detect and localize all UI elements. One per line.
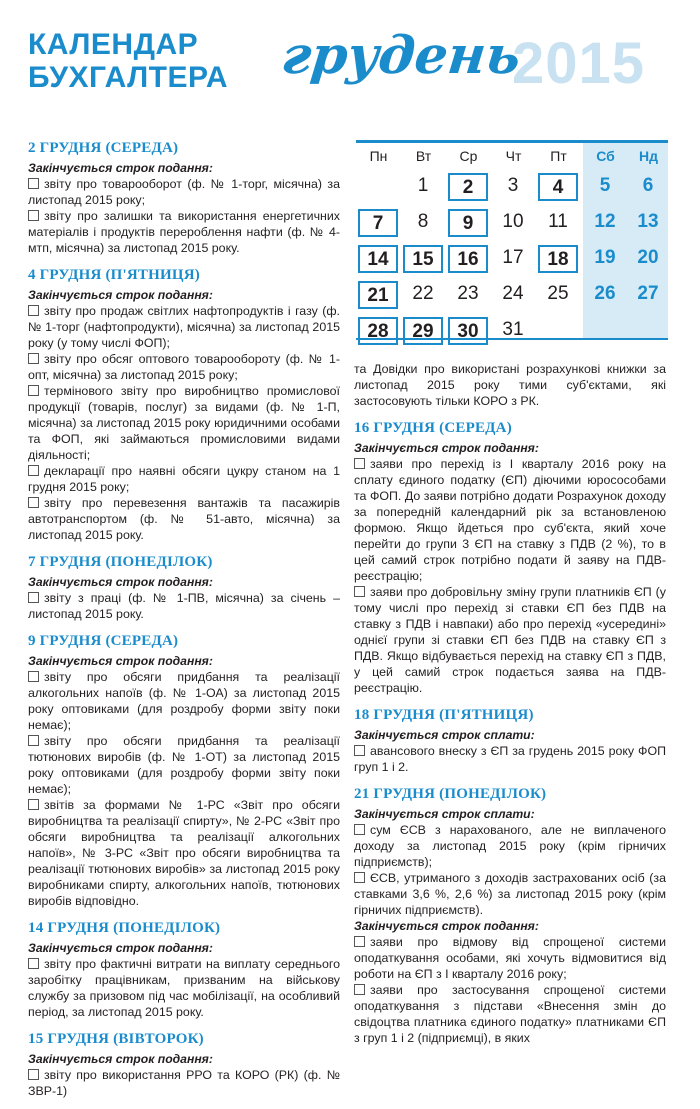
calendar-day: 28 — [358, 317, 398, 345]
checkbox-icon[interactable] — [354, 984, 365, 995]
checkbox-icon[interactable] — [354, 458, 365, 469]
calendar-day: 25 — [547, 283, 569, 304]
section-heading: 16 ГРУДНЯ (СЕРЕДА) — [354, 420, 512, 436]
checklist-item — [28, 208, 340, 256]
deadline-section — [28, 632, 340, 909]
item-text: заяви про перехід із I кварталу 2016 року на сплату єдиного податку (ЄП) діючими юросособами та ФОП. До заяви потрібно додати Розрахунок доходу за попередній календарний рік за встановленою формою. Якщо йдеться про суб'єкта, який хоче перейти до групи 3 ЄП на ставку з ПДВ (2 %), то в цей самий строк потрібно подати й заяву на ПДВ-реєстрацію; — [354, 457, 666, 583]
checkbox-icon[interactable] — [354, 824, 365, 835]
checklist-item — [354, 822, 666, 870]
calendar-day: 15 — [403, 245, 443, 273]
calendar-day: 8 — [417, 211, 429, 232]
checkbox-icon[interactable] — [28, 958, 39, 969]
calendar-day: 10 — [502, 211, 524, 232]
deadline-section — [28, 1030, 340, 1099]
left-column — [28, 139, 340, 1109]
item-text: звіту про використання РРО та КОРО (РК) (ф. № ЗВР-1) — [28, 1068, 340, 1098]
checkbox-icon[interactable] — [28, 305, 39, 316]
continued-text: та Довідки про використані розрахункові книжки за листопад 2015 року тими суб'єктами, які застосовують тільки КОРО з РК. — [354, 362, 666, 408]
item-text: декларації про наявні обсяги цукру станом на 1 грудня 2015 року; — [28, 464, 340, 494]
item-text: звіту з праці (ф. № 1-ПВ, місячна) за січень – листопад 2015 року. — [28, 591, 340, 621]
calendar-day: 20 — [637, 247, 659, 268]
checklist-item — [354, 934, 666, 982]
page-title — [28, 28, 228, 94]
calendar-day: 2 — [448, 173, 488, 201]
calendar-day: 22 — [412, 283, 434, 304]
section-subheading: Закінчується строк подання: — [354, 919, 539, 933]
calendar-day: 7 — [358, 209, 398, 237]
weekday-header: Чт — [505, 148, 522, 164]
month-title: грудень — [278, 25, 524, 86]
calendar-day: 31 — [502, 319, 524, 340]
right-column — [354, 361, 666, 1056]
item-text: звіту про обсяги придбання та реалізації тютюнових виробів (ф. № 1-ОТ) за листопад 2015 року оптовиками (для роздробу форми звіту поки немає); — [28, 734, 340, 796]
section-subheading: Закінчується строк подання: — [28, 1052, 213, 1066]
calendar-day: 14 — [358, 245, 398, 273]
checkbox-icon[interactable] — [28, 671, 39, 682]
weekday-header: Нд — [639, 148, 658, 164]
calendar-day: 12 — [594, 211, 616, 232]
calendar-day: 23 — [457, 283, 479, 304]
month-calendar — [356, 140, 668, 340]
checkbox-icon[interactable] — [28, 497, 39, 508]
item-text: звіту про продаж світлих нафтопродуктів і газу (ф. № 1-торг (нафтопродукти), місячна) за листопад 2015 року (у тому числі ФОП); — [28, 304, 340, 350]
section-heading: 2 ГРУДНЯ (СЕРЕДА) — [28, 140, 179, 156]
deadline-section — [28, 266, 340, 543]
section-subheading: Закінчується строк сплати: — [354, 807, 535, 821]
checkbox-icon[interactable] — [28, 735, 39, 746]
weekday-header: Сб — [596, 148, 615, 164]
deadline-section — [354, 785, 666, 1046]
item-text: авансового внеску з ЄП за грудень 2015 року ФОП груп 1 і 2. — [354, 744, 666, 774]
calendar-day: 18 — [538, 245, 578, 273]
item-text: сум ЄСВ з нарахованого, але не виплаченого доходу за листопад 2015 року (крім гірничих підприємств); — [354, 823, 666, 869]
checkbox-icon[interactable] — [28, 353, 39, 364]
checkbox-icon[interactable] — [354, 872, 365, 883]
calendar-day: 27 — [637, 283, 659, 304]
checkbox-icon[interactable] — [28, 178, 39, 189]
weekday-header: Вт — [415, 148, 432, 164]
checklist-item — [28, 733, 340, 797]
item-text: термінового звіту про виробництво промислової продукції (товарів, послуг) за видами (ф. № 1-П, місячна) за листопад 2015 року юридичними особами та ФОП, які займаються промисловими видами діяльності; — [28, 384, 340, 462]
section-subheading: Закінчується строк подання: — [28, 654, 213, 668]
calendar-day: 4 — [538, 173, 578, 201]
checklist-item — [28, 797, 340, 909]
checkbox-icon[interactable] — [354, 586, 365, 597]
calendar-day: 1 — [417, 175, 429, 196]
checkbox-icon[interactable] — [28, 210, 39, 221]
calendar-day: 3 — [507, 175, 519, 196]
item-text: ЄСВ, утриманого з доходів застрахованих осіб (за ставками 3,6 %, 2,6 %) за листопад 2015 року (крім гірничих підприємств). — [354, 871, 666, 917]
section-heading: 9 ГРУДНЯ (СЕРЕДА) — [28, 633, 179, 649]
checkbox-icon[interactable] — [28, 1069, 39, 1080]
checklist-item — [354, 743, 666, 775]
calendar-day: 16 — [448, 245, 488, 273]
item-text: звіту про обсяги придбання та реалізації алкогольних напоїв (ф. № 1-ОА) за листопад 2015 року оптовиками (для роздробу форми звіту поки немає); — [28, 670, 340, 732]
item-text: заяви про застосування спрощеної системи оподаткування з підстави «Внесення змін до свідоцтва платника єдиного податку» платниками ЄП з груп 1 і 2 (підприємці), в яких — [354, 983, 666, 1045]
weekday-header: Пн — [369, 148, 388, 164]
checklist-item — [354, 870, 666, 918]
section-subheading: Закінчується строк подання: — [28, 161, 213, 175]
checklist-item — [28, 351, 340, 383]
checklist-item — [28, 590, 340, 622]
calendar-day: 5 — [599, 175, 611, 196]
checkbox-icon[interactable] — [354, 936, 365, 947]
item-text: заяви про добровільну зміну групи платників ЄП (у тому числі про перехід зі ставки ЄП без ПДВ на ставку з ПДВ і навпаки) або про перехід «усередині» однієї групи зі ставки ЄП без ПДВ на ставку ЄП з ПДВ. Якщо відбувається перехід на ставку ЄП з ПДВ, у цей самий строк подається заява на ПДВ-реєстрацію. — [354, 585, 666, 695]
section-subheading: Закінчується строк сплати: — [354, 728, 535, 742]
calendar-day: 29 — [403, 317, 443, 345]
calendar-day: 24 — [502, 283, 524, 304]
item-text: звітів за формами № 1-РС «Звіт про обсяги виробництва та реалізації спирту», № 2-РС «Звіт про обсяги виробництва та реалізації алкогольних напоїв», № 3-РС «Звіт про обсяги виробництва та реалізації тютюнових виробів» за листопад 2015 року виробниками спирту, алкогольних напоїв, тютюнових виробів відповідно. — [28, 798, 340, 908]
section-heading: 14 ГРУДНЯ (ПОНЕДІЛОК) — [28, 920, 221, 936]
calendar-day: 11 — [548, 211, 568, 232]
checklist-item — [28, 495, 340, 543]
calendar-day: 19 — [594, 247, 616, 268]
checklist-item — [354, 456, 666, 584]
calendar-day: 9 — [448, 209, 488, 237]
weekday-header: Ср — [459, 148, 478, 164]
section-heading: 18 ГРУДНЯ (П'ЯТНИЦЯ) — [354, 707, 534, 723]
section-subheading: Закінчується строк подання: — [28, 288, 213, 302]
title-line-1: КАЛЕНДАР — [28, 28, 199, 61]
checkbox-icon[interactable] — [28, 465, 39, 476]
section-heading: 4 ГРУДНЯ (П'ЯТНИЦЯ) — [28, 267, 200, 283]
right-sections — [354, 419, 666, 1046]
section-heading: 21 ГРУДНЯ (ПОНЕДІЛОК) — [354, 786, 547, 802]
checklist-item — [354, 584, 666, 696]
deadline-section — [28, 553, 340, 622]
calendar-day: 30 — [448, 317, 488, 345]
deadline-section — [28, 139, 340, 256]
weekday-header: Пт — [550, 148, 567, 164]
section-subheading: Закінчується строк подання: — [354, 441, 539, 455]
checklist-item — [28, 303, 340, 351]
item-text: заяви про відмову від спрощеної системи оподаткування особами, які хочуть відмовитися від роботи на ЄП з I кварталу 2016 року; — [354, 935, 666, 981]
section-heading: 7 ГРУДНЯ (ПОНЕДІЛОК) — [28, 554, 213, 570]
item-text: звіту про фактичні витрати на виплату середнього заробітку працівникам, призваним на військову службу за призовом під час мобілізації, на особливий період, за листопад 2015 року. — [28, 957, 340, 1019]
calendar-day: 26 — [594, 283, 616, 304]
checklist-item — [28, 1067, 340, 1099]
checkbox-icon[interactable] — [28, 592, 39, 603]
section-subheading: Закінчується строк подання: — [28, 941, 213, 955]
calendar-top-rule — [356, 140, 668, 143]
deadline-section — [28, 919, 340, 1020]
year-title: 2015 — [512, 31, 646, 96]
calendar-day: 6 — [642, 175, 654, 196]
checklist-item — [28, 176, 340, 208]
section-heading: 15 ГРУДНЯ (ВІВТОРОК) — [28, 1031, 204, 1047]
checklist-item — [354, 982, 666, 1046]
deadline-section — [354, 419, 666, 696]
checkbox-icon[interactable] — [28, 799, 39, 810]
item-text: звіту про залишки та використання енергетичних матеріалів і продуктів перероблення нафти (ф. № 4-мтп, місячна) за листопад 2015 року. — [28, 209, 340, 255]
checklist-item — [28, 956, 340, 1020]
checkbox-icon[interactable] — [354, 745, 365, 756]
deadline-section — [354, 706, 666, 775]
calendar-day: 21 — [358, 281, 398, 309]
section-subheading: Закінчується строк подання: — [28, 575, 213, 589]
calendar-day: 13 — [637, 211, 659, 232]
checkbox-icon[interactable] — [28, 385, 39, 396]
checklist-item — [28, 669, 340, 733]
checklist-item — [28, 383, 340, 463]
checklist-item — [28, 463, 340, 495]
calendar-day: 17 — [502, 247, 524, 268]
title-line-2: БУХГАЛТЕРА — [28, 61, 229, 94]
item-text: звіту про товарооборот (ф. № 1-торг, місячна) за листопад 2015 року; — [28, 177, 340, 207]
item-text: звіту про перевезення вантажів та пасажирів автотранспортом (ф. № 51-авто, місячна) за листопад 2015 року. — [28, 496, 340, 542]
item-text: звіту про обсяг оптового товарообороту (ф. № 1-опт, місячна) за листопад 2015 року; — [28, 352, 340, 382]
